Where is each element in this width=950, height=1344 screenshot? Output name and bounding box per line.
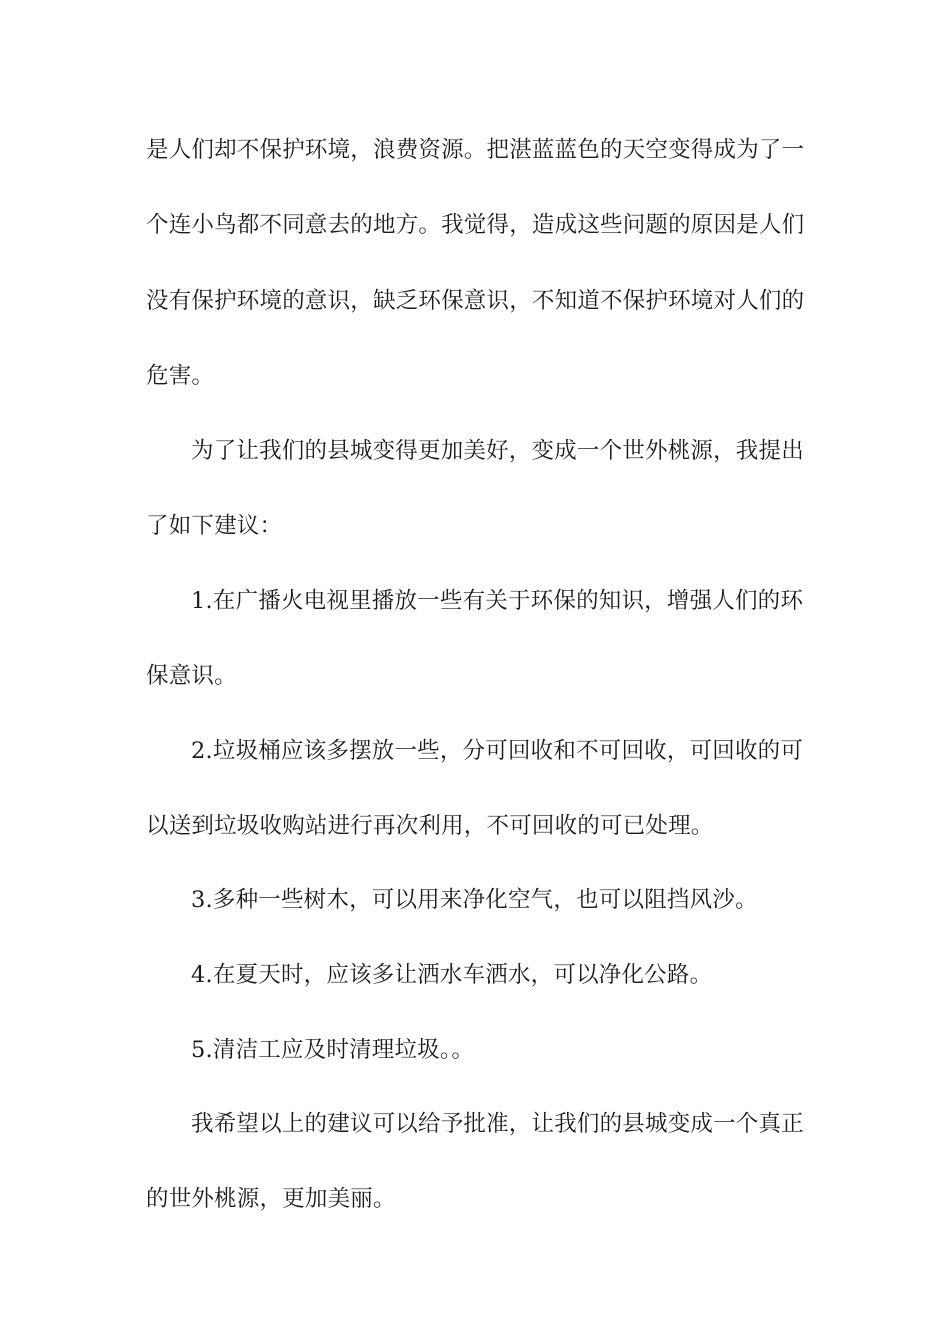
text-line: 个连小鸟都不同意去的地方。我觉得，造成这些问题的原因是人们	[146, 212, 805, 238]
paragraph-first-line: 我希望以上的建议可以给予批准，让我们的县城变成一个真正	[191, 1111, 804, 1137]
list-item-2: 2.垃圾桶应该多摆放一些，分可回收和不可回收，可回收的可	[191, 738, 804, 764]
list-item-2-continuation: 以送到垃圾收购站进行再次利用，不可回收的可已处理。	[146, 813, 714, 839]
text-line: 危害。	[146, 363, 215, 389]
list-item-5: 5.清洁工应及时清理垃圾。。	[191, 1037, 475, 1063]
text-line: 是人们却不保护环境，浪费资源。把湛蓝蓝色的天空变得成为了一	[146, 137, 805, 163]
list-item-1-continuation: 保意识。	[146, 663, 237, 689]
list-item-3: 3.多种一些树木，可以用来净化空气，也可以阻挡风沙。	[191, 887, 758, 913]
list-item-1: 1.在广播火电视里播放一些有关于环保的知识，增强人们的环	[191, 588, 804, 614]
text-line: 没有保护环境的意识，缺乏环保意识，不知道不保护环境对人们的	[146, 288, 805, 314]
text-line: 了如下建议：	[146, 513, 283, 539]
list-item-4: 4.在夏天时，应该多让洒水车洒水，可以净化公路。	[191, 962, 713, 988]
text-line: 的世外桃源，更加美丽。	[146, 1186, 396, 1212]
paragraph-first-line: 为了让我们的县城变得更加美好，变成一个世外桃源，我提出	[191, 438, 804, 464]
